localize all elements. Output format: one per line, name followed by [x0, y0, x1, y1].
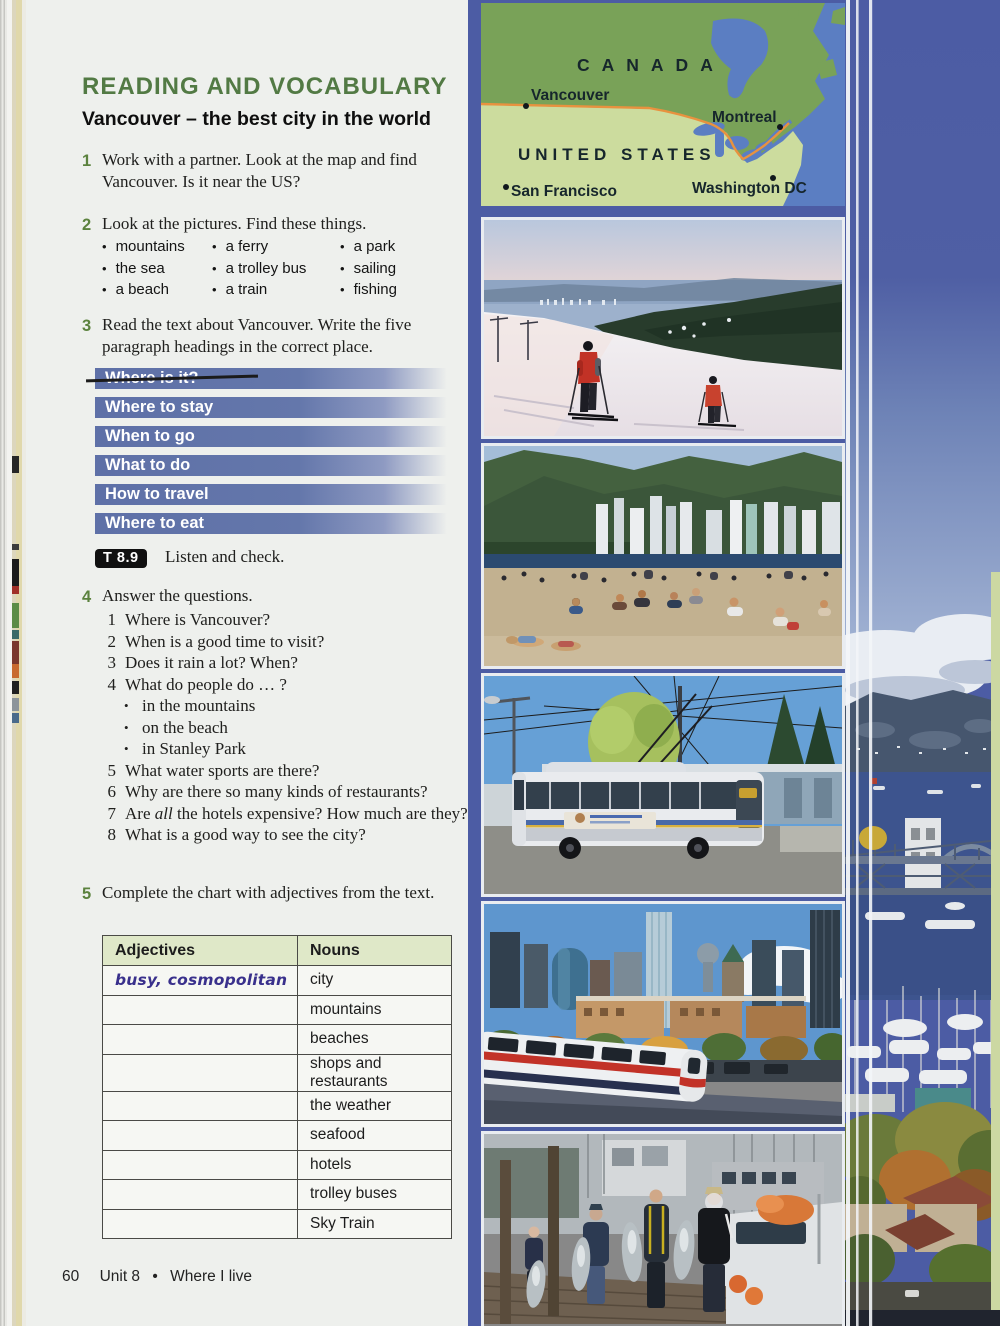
exercise-2-number: 2 [82, 216, 92, 234]
question-4-bullet-3 [102, 738, 476, 760]
noun-cell: seafood [298, 1121, 452, 1151]
map-label-canada: CANADA [577, 55, 725, 75]
question-4-bullet-2 [102, 717, 476, 739]
section-title: READING AND VOCABULARY [82, 73, 448, 101]
exercise-3-number: 3 [82, 317, 92, 335]
adjective-cell: busy, cosmopolitan [103, 966, 298, 996]
adjective-cell [103, 1150, 298, 1180]
map-dot-san-francisco [503, 184, 509, 190]
question-text: When is a good time to visit? [125, 631, 325, 651]
chart-row [103, 1025, 452, 1055]
list-item: • the sea [102, 258, 185, 280]
adjective-cell [103, 1180, 298, 1210]
exercise-1-instruction: Work with a partner. Look at the map and find Vancouver. Is it near the US? [102, 150, 417, 191]
chart-row [103, 1180, 452, 1210]
sky-train-photo [481, 901, 845, 1127]
list-item: • a train [212, 279, 306, 301]
noun-cell: beaches [298, 1025, 452, 1055]
question-text-part: the hotels expensive? How much are they? [172, 803, 468, 823]
question-number: 4 [107, 674, 116, 694]
heading-label: How to travel [105, 485, 209, 503]
question-number: 8 [107, 825, 116, 844]
adjective-cell [103, 1025, 298, 1055]
design-line [856, 0, 859, 1326]
map-label-montreal: Montreal [712, 109, 777, 126]
question-number: 5 [107, 760, 116, 780]
paragraph-headings [95, 368, 447, 542]
chart-row [103, 1054, 452, 1091]
next-page-edge [991, 572, 1000, 1310]
question-text [125, 803, 468, 825]
noun-cell: shops and restaurants [298, 1054, 452, 1091]
find-things-column-2 [212, 236, 306, 301]
question-2 [102, 631, 476, 653]
list-item: • a park [340, 236, 397, 258]
trolley-bus-photo [481, 673, 845, 897]
photo-column [468, 0, 1000, 1326]
adjective-cell [103, 1054, 298, 1091]
question-number: 1 [107, 610, 116, 629]
question-number: 3 [107, 653, 116, 672]
unit-label: Unit 8 [99, 1268, 141, 1285]
chart-row [103, 1150, 452, 1180]
page-number: 60 [62, 1268, 80, 1285]
map-label-washington-dc: Washington DC [692, 180, 807, 197]
question-text: Why are there so many kinds of restaurants? [125, 782, 428, 801]
adjective-cell [103, 995, 298, 1025]
question-text-part: Are [125, 803, 155, 823]
noun-cell: the weather [298, 1091, 452, 1121]
bullet-text: on the beach [142, 717, 228, 737]
edge-tab [12, 641, 19, 664]
bridge-marina-strip-photo [845, 0, 1000, 1326]
bullet-dot: • [124, 698, 129, 713]
edge-tab [12, 698, 19, 711]
map-label-united-states: UNITED STATES [518, 145, 716, 164]
chart-header-row [103, 936, 452, 966]
adjective-cell [103, 1209, 298, 1239]
edge-tab [12, 630, 19, 639]
map-dot-vancouver [523, 103, 529, 109]
page-edge-stack [0, 0, 7, 1326]
noun-cell: city [298, 966, 452, 996]
exercise-2-instruction: Look at the pictures. Find these things. [102, 214, 367, 233]
chart-row [103, 1091, 452, 1121]
edge-tab [12, 586, 19, 594]
heading-label: Where to stay [105, 398, 214, 416]
chart-header-adjectives: Adjectives [103, 936, 298, 966]
question-text: Where is Vancouver? [125, 610, 271, 629]
listen-row [95, 546, 284, 568]
exercise-1-number: 1 [82, 152, 92, 170]
north-america-map [481, 3, 845, 206]
heading-bar-where-to-eat [95, 513, 447, 534]
map-label-vancouver: Vancouver [531, 87, 610, 104]
list-item: • mountains [102, 236, 185, 258]
edge-tab [12, 664, 19, 678]
exercise-3-instruction: Read the text about Vancouver. Write the five paragraph headings in the correct place. [102, 315, 412, 356]
audio-track-badge: T 8.9 [95, 549, 147, 568]
heading-label: Where to eat [105, 514, 205, 532]
edge-tab [12, 559, 19, 586]
question-4-bullet-1 [102, 695, 476, 717]
chart-row [103, 1209, 452, 1239]
footer-bullet: • [152, 1268, 158, 1285]
edge-tab [12, 456, 19, 473]
chart-header-nouns: Nouns [298, 936, 452, 966]
question-3 [102, 652, 476, 674]
beach-photo [481, 443, 845, 669]
listen-text: Listen and check. [165, 547, 285, 566]
list-item: • sailing [340, 258, 397, 280]
heading-bar-where-to-stay [95, 397, 447, 418]
exercise-4-instruction: Answer the questions. [102, 586, 253, 605]
lesson-subtitle: Vancouver – the best city in the world [82, 108, 431, 131]
bullet-dot: • [124, 719, 129, 735]
chart-row [103, 1121, 452, 1151]
list-item: • fishing [340, 279, 397, 301]
heading-bar-when-to-go [95, 426, 447, 447]
design-line [869, 0, 872, 1326]
section-label: Where I live [170, 1268, 252, 1285]
fishing-photo [481, 1131, 845, 1326]
chart-row [103, 966, 452, 996]
page-edge [22, 0, 26, 1326]
bullet-dot: • [124, 741, 129, 756]
question-number: 2 [107, 631, 116, 651]
map-dot-montreal [777, 124, 783, 130]
edge-tab [12, 544, 19, 550]
adjectives-nouns-chart [102, 935, 452, 1239]
question-text-italic: all [154, 803, 173, 823]
adjective-cell [103, 1091, 298, 1121]
question-6 [102, 781, 476, 803]
list-item: • a beach [102, 279, 185, 301]
edge-tab [12, 603, 19, 628]
heading-label: When to go [105, 427, 195, 445]
find-things-column-3 [340, 236, 397, 301]
question-1 [102, 609, 476, 631]
find-things-column-1 [102, 236, 185, 301]
page-footer [62, 1268, 260, 1286]
question-text: What do people do … ? [125, 674, 287, 694]
chart-row [103, 995, 452, 1025]
question-text: Does it rain a lot? When? [125, 653, 298, 672]
exercise-5-number: 5 [82, 885, 92, 903]
noun-cell: hotels [298, 1150, 452, 1180]
question-4 [102, 674, 476, 696]
skiing-photo [481, 217, 845, 439]
design-line [846, 0, 850, 1326]
list-item: • a trolley bus [212, 258, 306, 280]
noun-cell: trolley buses [298, 1180, 452, 1210]
marina [845, 986, 999, 1114]
noun-cell: mountains [298, 995, 452, 1025]
list-item: • a ferry [212, 236, 306, 258]
exercise-4-number: 4 [82, 588, 92, 606]
question-number: 6 [107, 782, 116, 801]
edge-tab [12, 681, 19, 694]
question-text: What is a good way to see the city? [125, 825, 366, 844]
question-7 [102, 803, 476, 825]
question-number: 7 [107, 803, 116, 823]
map-label-san-francisco: San Francisco [511, 183, 617, 200]
exercise-5-instruction: Complete the chart with adjectives from the text. [102, 883, 435, 902]
noun-cell: Sky Train [298, 1209, 452, 1239]
question-list [102, 609, 476, 846]
bullet-text: in Stanley Park [142, 739, 246, 758]
question-text: What water sports are there? [125, 760, 320, 780]
question-5 [102, 760, 476, 782]
edge-tab [12, 713, 19, 723]
bullet-text: in the mountains [142, 696, 256, 715]
heading-bar-what-to-do [95, 455, 447, 476]
heading-label: What to do [105, 456, 191, 474]
heading-bar-where-is-it [95, 368, 447, 389]
heading-bar-how-to-travel [95, 484, 447, 505]
adjective-cell [103, 1121, 298, 1151]
question-8 [102, 824, 476, 846]
trees-and-house [845, 1102, 1000, 1312]
